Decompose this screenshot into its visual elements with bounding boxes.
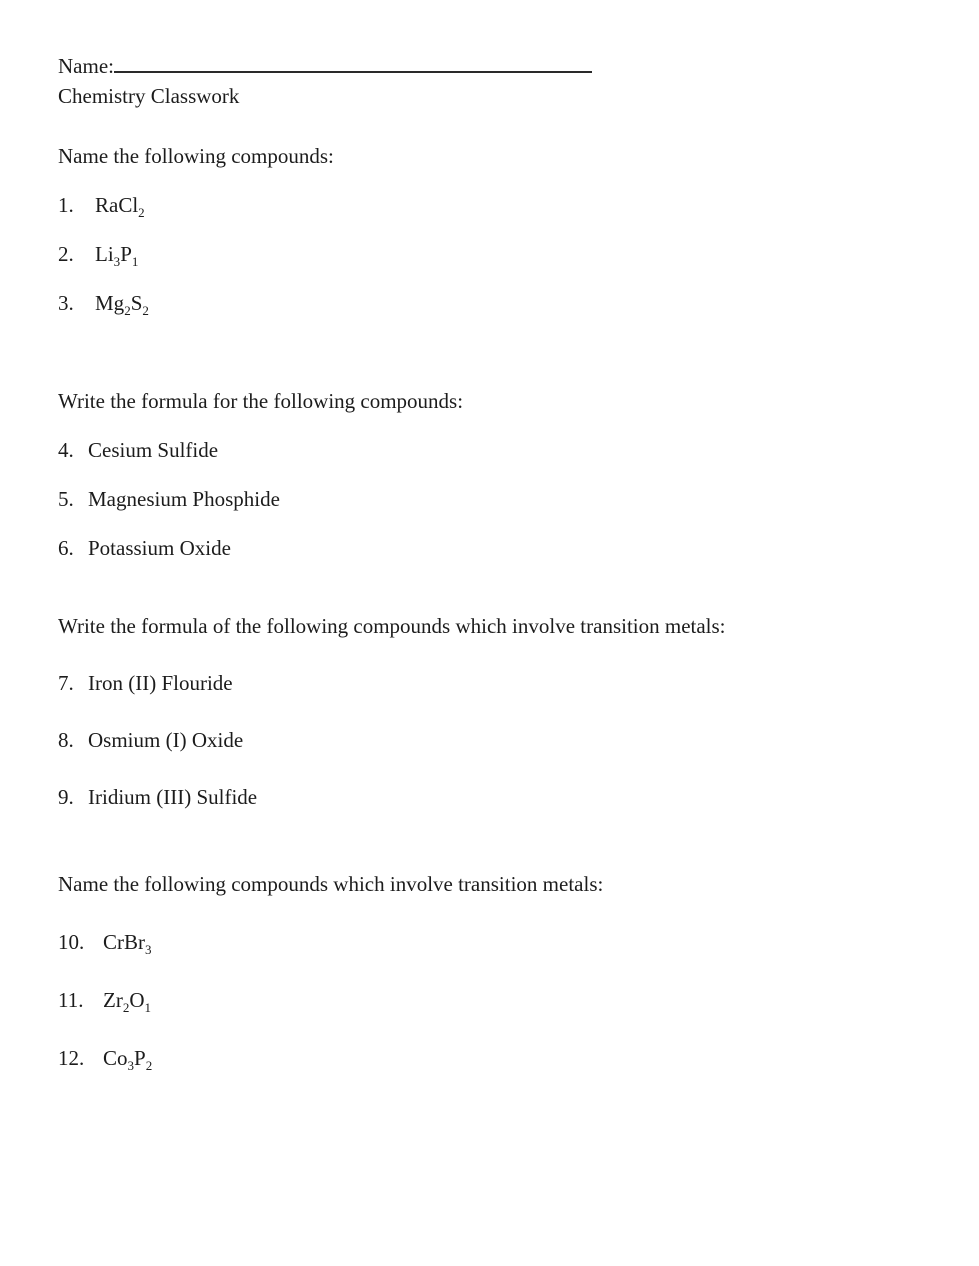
compound-segment: Mg [95, 291, 125, 315]
compound-segment: Iron (II) Flouride [88, 671, 233, 695]
subscript: 1 [144, 1000, 152, 1016]
question-item [58, 288, 939, 318]
section-4 [58, 869, 939, 1073]
question-item [58, 725, 939, 755]
compound-text [103, 927, 152, 957]
compound-segment: CrBr [103, 930, 145, 954]
compound-text [88, 782, 257, 812]
item-number: 3. [58, 291, 74, 315]
compound-text [88, 484, 280, 514]
subscript: 2 [122, 1000, 130, 1016]
item-number: 11. [58, 988, 84, 1012]
subscript: 3 [113, 254, 121, 270]
question-item [58, 782, 939, 812]
compound-segment: Li [95, 242, 114, 266]
compound-text [103, 985, 151, 1015]
section-prompt: Write the formula of the following compounds which involve transition metals: [58, 614, 726, 638]
subscript: 3 [127, 1058, 135, 1074]
worksheet-title: Chemistry Classwork [58, 84, 240, 108]
item-number: 6. [58, 536, 74, 560]
item-number: 8. [58, 728, 74, 752]
compound-segment: Cesium Sulfide [88, 438, 219, 462]
compound-segment: Zr [103, 988, 123, 1012]
section-3 [58, 611, 939, 812]
item-number: 10. [58, 930, 85, 954]
question-item [58, 190, 939, 220]
subscript: 3 [145, 942, 152, 958]
compound-text [88, 533, 231, 563]
question-item [58, 668, 939, 698]
compound-segment: Co [103, 1046, 128, 1070]
item-number: 1. [58, 193, 74, 217]
name-label: Name: [58, 54, 114, 78]
sections-container [58, 141, 939, 1073]
section-prompt: Write the formula for the following compounds: [58, 389, 464, 413]
question-item [58, 985, 939, 1015]
compound-segment: Iridium (III) Sulfide [88, 785, 258, 809]
compound-text [103, 1043, 152, 1073]
subscript: 2 [145, 1058, 153, 1074]
item-number: 2. [58, 242, 74, 266]
compound-text [95, 190, 145, 220]
question-item [58, 533, 939, 563]
compound-segment: P [120, 242, 132, 266]
name-row [58, 50, 939, 81]
compound-text [88, 668, 233, 698]
compound-segment: Magnesium Phosphide [88, 487, 280, 511]
subscript: 2 [142, 303, 149, 319]
question-item [58, 239, 939, 269]
subscript: 2 [124, 303, 131, 319]
section-1 [58, 141, 939, 318]
question-item [58, 484, 939, 514]
question-item [58, 927, 939, 957]
subscript: 1 [131, 254, 139, 270]
compound-segment: O [129, 988, 145, 1012]
compound-segment: P [134, 1046, 146, 1070]
item-number: 7. [58, 671, 74, 695]
compound-text [95, 288, 149, 318]
item-number: 12. [58, 1046, 85, 1070]
item-number: 4. [58, 438, 74, 462]
item-number: 9. [58, 785, 74, 809]
section-prompt: Name the following compounds: [58, 144, 334, 168]
question-item [58, 1043, 939, 1073]
compound-text [88, 725, 243, 755]
name-blank-line [114, 50, 592, 73]
compound-segment: Osmium (I) Oxide [88, 728, 244, 752]
compound-segment: S [130, 291, 143, 315]
compound-segment: RaCl [95, 193, 139, 217]
question-item [58, 435, 939, 465]
compound-text [88, 435, 218, 465]
compound-segment: Potassium Oxide [88, 536, 231, 560]
item-number: 5. [58, 487, 74, 511]
compound-text [95, 239, 138, 269]
section-2 [58, 386, 939, 563]
subscript: 2 [138, 205, 145, 221]
section-prompt: Name the following compounds which involve transition metals: [58, 872, 604, 896]
